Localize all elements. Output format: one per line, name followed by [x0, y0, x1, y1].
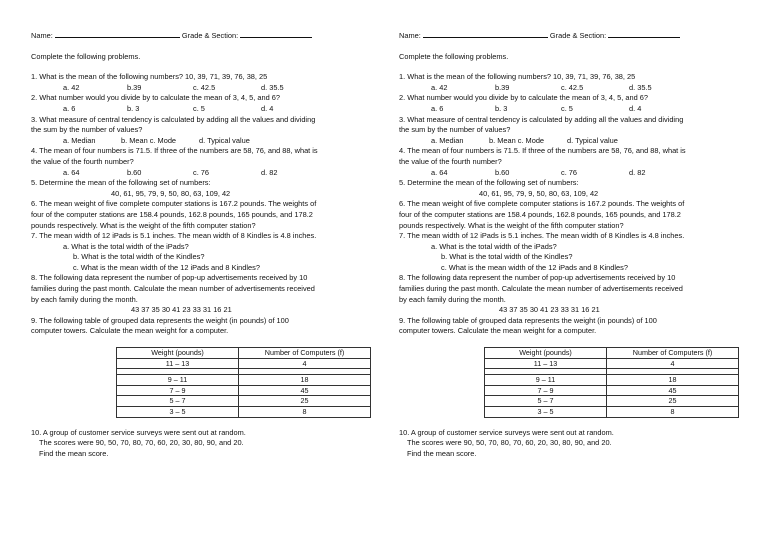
question-8-numbers: 43 37 35 30 41 23 33 31 16 21 — [131, 305, 232, 315]
option-b-c: b. Mean c. Mode — [489, 135, 545, 145]
option-d: d. 82 — [629, 167, 646, 177]
table-cell: 7 – 9 — [117, 385, 239, 396]
grade-section-label: Grade & Section: — [181, 31, 239, 40]
option-d: d. Typical value — [567, 135, 618, 145]
option-a: a. 6 — [431, 103, 444, 113]
question-7: 7. The mean width of 12 iPads is 5.1 inches. The mean width of 8 Kindles is 4.8 inches. — [399, 231, 685, 241]
option-d: d. 4 — [629, 103, 642, 113]
question-1: 1. What is the mean of the following numbers? 10, 39, 71, 39, 76, 38, 25 — [31, 72, 268, 82]
table-cell: 18 — [239, 375, 371, 386]
table-cell: 18 — [607, 375, 739, 386]
question-7a: a. What is the total width of the iPads? — [63, 241, 189, 251]
option-b: b.60 — [495, 167, 510, 177]
question-5: 5. Determine the mean of the following set of numbers: — [399, 178, 579, 188]
question-6-line-1: 6. The mean weight of five complete computer stations is 167.2 pounds. The weights of — [399, 199, 685, 209]
option-d: d. Typical value — [199, 135, 250, 145]
table-row — [117, 375, 371, 386]
question-8-line-2: families during the past month. Calculate the mean number of advertisements received — [399, 284, 683, 294]
table-cell: 11 – 13 — [117, 358, 239, 369]
instructions: Complete the following problems. — [399, 51, 509, 61]
question-4-line-1: 4. The mean of four numbers is 71.5. If three of the numbers are 58, 76, and 88, what is — [31, 146, 318, 156]
question-3-line-1: 3. What measure of central tendency is calculated by adding all the values and dividing — [31, 114, 316, 124]
table-row — [117, 385, 371, 396]
question-7a: a. What is the total width of the iPads? — [431, 241, 557, 251]
option-d: d. 4 — [261, 103, 274, 113]
table-row — [117, 358, 371, 369]
question-6-line-2: four of the computer stations are 158.4 pounds, 162.8 pounds, 165 pounds, and 178.2 — [31, 209, 313, 219]
table-cell: 7 – 9 — [485, 385, 607, 396]
option-a: a. 6 — [63, 103, 76, 113]
question-2: 2. What number would you divide by to calculate the mean of 3, 4, 5, and 6? — [399, 93, 648, 103]
worksheet-left — [31, 30, 371, 459]
question-7c: c. What is the mean width of the 12 iPads and 8 Kindles? — [441, 262, 628, 272]
question-4-options — [399, 168, 739, 179]
table-cell: 25 — [239, 396, 371, 407]
question-10-line-1: 10. A group of customer service surveys were sent out at random. — [399, 427, 614, 437]
header-line — [31, 30, 371, 42]
question-6-line-3: pounds respectively. What is the weight of the fifth computer station? — [399, 220, 624, 230]
question-3-line-2: the sum by the number of values? — [399, 125, 511, 135]
question-3-line-2: the sum by the number of values? — [31, 125, 143, 135]
table-header: Number of Computers (f) — [607, 348, 739, 359]
table-cell: 25 — [607, 396, 739, 407]
option-a: a. Median — [63, 135, 96, 145]
option-c: c. 5 — [561, 103, 573, 113]
table-row — [117, 407, 371, 418]
instructions: Complete the following problems. — [31, 51, 141, 61]
option-d: d. 35.5 — [629, 82, 652, 92]
table-header: Weight (pounds) — [485, 348, 607, 359]
option-c: c. 5 — [193, 103, 205, 113]
name-label: Name: — [399, 31, 421, 40]
question-10-line-1: 10. A group of customer service surveys were sent out at random. — [31, 427, 246, 437]
question-8-line-1: 8. The following data represent the number of pop-up advertisements received by 10 — [31, 273, 308, 283]
question-8-line-2: families during the past month. Calculate the mean number of advertisements received — [31, 284, 315, 294]
question-6-line-1: 6. The mean weight of five complete computer stations is 167.2 pounds. The weights of — [31, 199, 317, 209]
worksheet-right — [399, 30, 739, 459]
question-3-line-1: 3. What measure of central tendency is calculated by adding all the values and dividing — [399, 114, 684, 124]
option-b-c: b. Mean c. Mode — [121, 135, 177, 145]
table-row — [485, 358, 739, 369]
table-header-row — [485, 348, 739, 359]
option-b: b. 3 — [127, 103, 140, 113]
table-cell: 3 – 5 — [485, 407, 607, 418]
question-4-line-2: the value of the fourth number? — [31, 156, 134, 166]
table-cell: 3 – 5 — [117, 407, 239, 418]
option-d: d. 35.5 — [261, 82, 284, 92]
option-c: c. 42.5 — [561, 82, 584, 92]
table-header: Weight (pounds) — [117, 348, 239, 359]
question-2-options — [399, 104, 739, 115]
table-header: Number of Computers (f) — [239, 348, 371, 359]
table-header-row — [117, 348, 371, 359]
question-4-options — [31, 168, 371, 179]
option-b: b. 3 — [495, 103, 508, 113]
option-b: b.60 — [127, 167, 142, 177]
option-a: a. Median — [431, 135, 464, 145]
question-1-options — [399, 83, 739, 94]
option-d: d. 82 — [261, 167, 278, 177]
question-7b: b. What is the total width of the Kindles? — [441, 252, 573, 262]
name-label: Name: — [31, 31, 53, 40]
grade-section-blank — [608, 30, 680, 38]
question-6-line-3: pounds respectively. What is the weight of the fifth computer station? — [31, 220, 256, 230]
table-cell: 45 — [607, 385, 739, 396]
grade-section-label: Grade & Section: — [549, 31, 607, 40]
table-cell: 4 — [239, 358, 371, 369]
option-a: a. 64 — [63, 167, 80, 177]
question-10-line-3: Find the mean score. — [39, 448, 109, 458]
option-b: b.39 — [495, 82, 510, 92]
table-cell: 8 — [607, 407, 739, 418]
table-cell: 4 — [607, 358, 739, 369]
table-cell: 45 — [239, 385, 371, 396]
table-cell: 11 – 13 — [485, 358, 607, 369]
table-row — [485, 396, 739, 407]
question-7: 7. The mean width of 12 iPads is 5.1 inches. The mean width of 8 Kindles is 4.8 inches. — [31, 231, 317, 241]
question-9-line-1: 9. The following table of grouped data represents the weight (in pounds) of 100 — [399, 315, 657, 325]
question-4-line-1: 4. The mean of four numbers is 71.5. If three of the numbers are 58, 76, and 88, what is — [399, 146, 686, 156]
question-5-numbers: 40, 61, 95, 79, 9, 50, 80, 63, 109, 42 — [479, 188, 599, 198]
table-cell: 5 – 7 — [485, 396, 607, 407]
question-7b: b. What is the total width of the Kindles? — [73, 252, 205, 262]
question-1-options — [31, 83, 371, 94]
question-10-line-2: The scores were 90, 50, 70, 80, 70, 60, 20, 30, 80, 90, and 20. — [407, 438, 612, 448]
grade-section-blank — [240, 30, 312, 38]
question-8-line-1: 8. The following data represent the number of pop-up advertisements received by 10 — [399, 273, 676, 283]
table-row — [485, 375, 739, 386]
question-8-numbers: 43 37 35 30 41 23 33 31 16 21 — [499, 305, 600, 315]
grouped-data-table — [116, 347, 371, 418]
table-row — [485, 407, 739, 418]
option-c: c. 76 — [561, 167, 578, 177]
question-5: 5. Determine the mean of the following set of numbers: — [31, 178, 211, 188]
question-2-options — [31, 104, 371, 115]
table-cell: 5 – 7 — [117, 396, 239, 407]
table-cell: 9 – 11 — [485, 375, 607, 386]
question-4-line-2: the value of the fourth number? — [399, 156, 502, 166]
header-line — [399, 30, 739, 42]
question-3-options — [399, 136, 739, 147]
question-2: 2. What number would you divide by to calculate the mean of 3, 4, 5, and 6? — [31, 93, 280, 103]
question-5-numbers: 40, 61, 95, 79, 9, 50, 80, 63, 109, 42 — [111, 188, 231, 198]
option-b: b.39 — [127, 82, 142, 92]
table-row — [485, 385, 739, 396]
option-c: c. 42.5 — [193, 82, 216, 92]
question-8-line-3: by each family during the month. — [399, 294, 506, 304]
name-blank — [423, 30, 548, 38]
option-a: a. 42 — [431, 82, 448, 92]
table-row — [117, 396, 371, 407]
table-cell: 9 – 11 — [117, 375, 239, 386]
question-8-line-3: by each family during the month. — [31, 294, 138, 304]
question-9-line-2: computer towers. Calculate the mean weight for a computer. — [399, 326, 597, 336]
name-blank — [55, 30, 180, 38]
question-7c: c. What is the mean width of the 12 iPads and 8 Kindles? — [73, 262, 260, 272]
question-6-line-2: four of the computer stations are 158.4 pounds, 162.8 pounds, 165 pounds, and 178.2 — [399, 209, 681, 219]
option-c: c. 76 — [193, 167, 210, 177]
grouped-data-table — [484, 347, 739, 418]
option-a: a. 42 — [63, 82, 80, 92]
question-9-line-1: 9. The following table of grouped data represents the weight (in pounds) of 100 — [31, 315, 289, 325]
option-a: a. 64 — [431, 167, 448, 177]
question-10-line-3: Find the mean score. — [407, 448, 477, 458]
question-9-line-2: computer towers. Calculate the mean weight for a computer. — [31, 326, 229, 336]
question-1: 1. What is the mean of the following numbers? 10, 39, 71, 39, 76, 38, 25 — [399, 72, 636, 82]
question-10-line-2: The scores were 90, 50, 70, 80, 70, 60, 20, 30, 80, 90, and 20. — [39, 438, 244, 448]
question-3-options — [31, 136, 371, 147]
table-cell: 8 — [239, 407, 371, 418]
